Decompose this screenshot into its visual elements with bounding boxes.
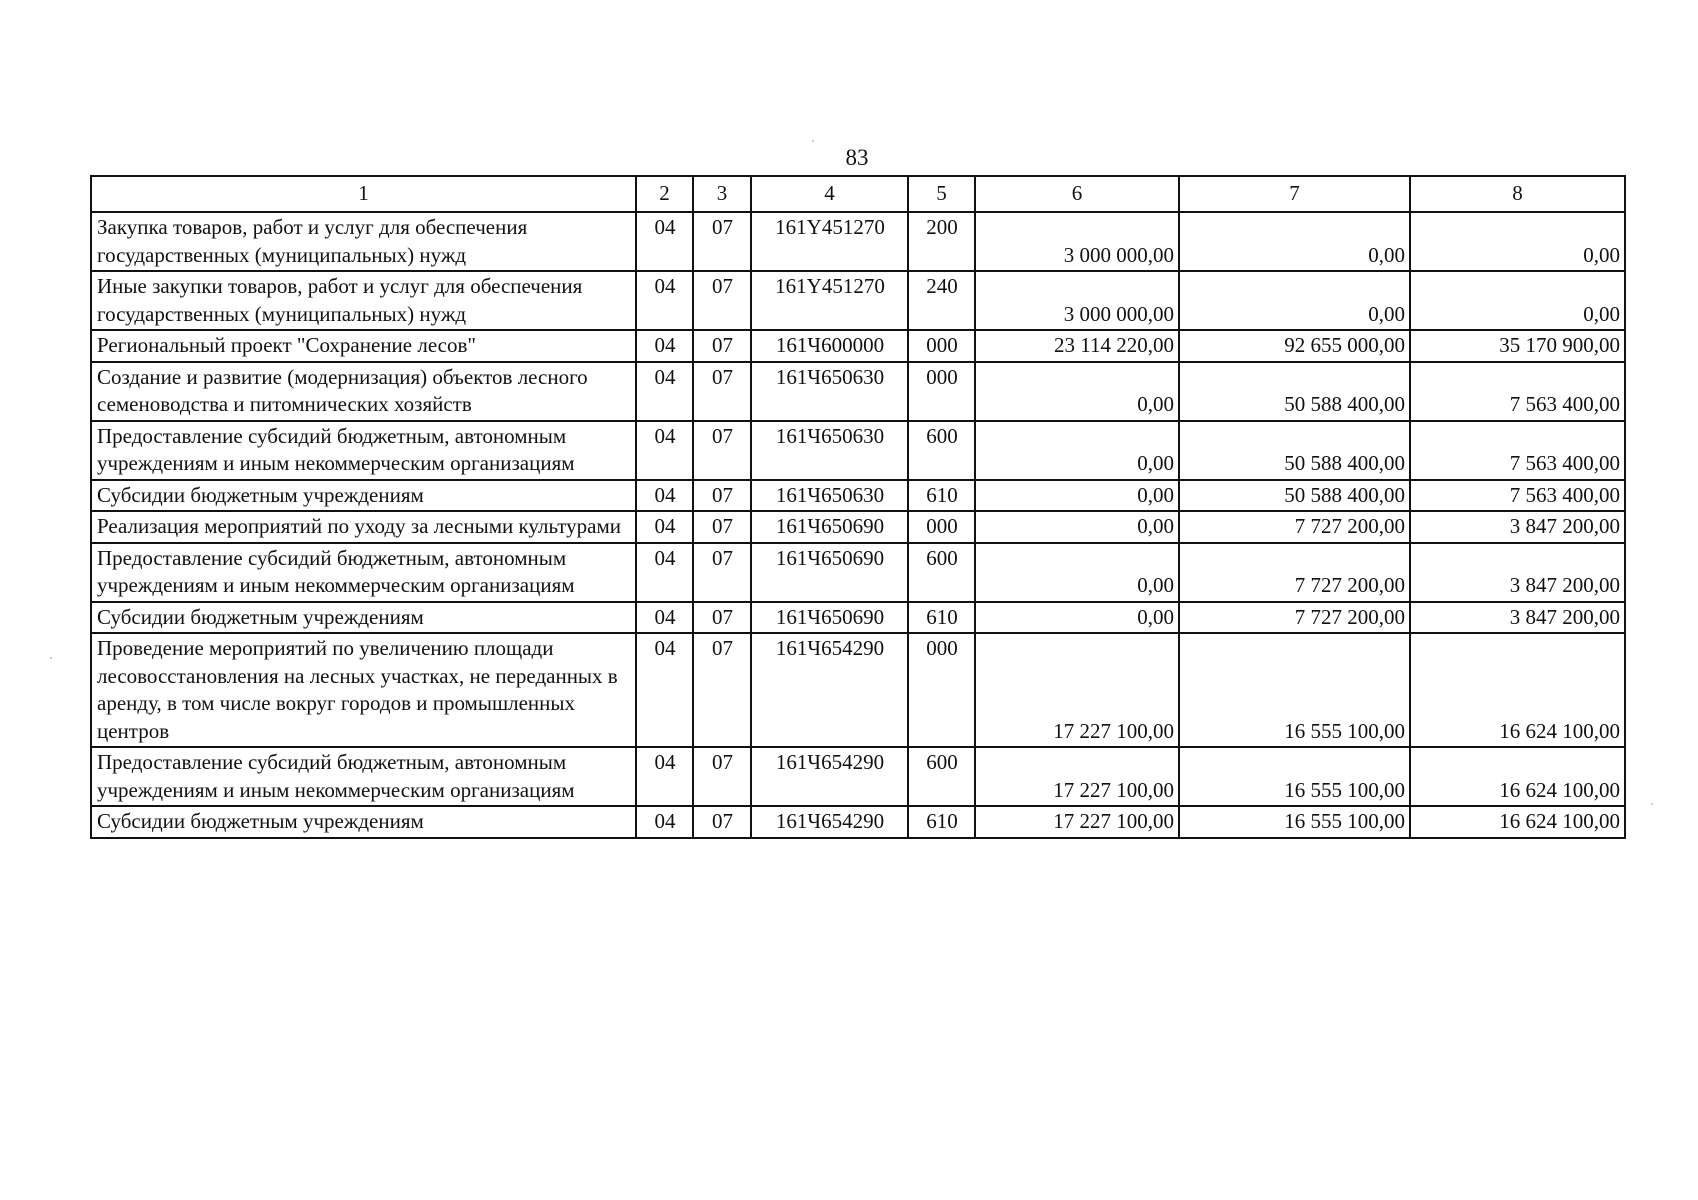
- subsection-code-cell: 07: [693, 747, 751, 806]
- amount-col6-cell: 23 114 220,00: [975, 330, 1179, 362]
- expense-type-cell: 600: [908, 421, 975, 480]
- amount-col6-cell: 0,00: [975, 511, 1179, 543]
- row-name-cell: Проведение мероприятий по увеличению площади лесовосстановления на лесных участках, не переданных в аренду, в том числе вокруг городов и промышленных центров: [91, 633, 636, 747]
- amount-col7-cell: 16 555 100,00: [1179, 747, 1410, 806]
- target-article-cell: 161Ч650630: [751, 480, 908, 512]
- table-row: [91, 271, 1625, 330]
- target-article-cell: 161Ч650630: [751, 362, 908, 421]
- section-code-cell: 04: [636, 633, 693, 747]
- amount-col8-cell: 0,00: [1410, 271, 1625, 330]
- expense-type-cell: 610: [908, 602, 975, 634]
- column-header: 7: [1179, 176, 1410, 212]
- target-article-cell: 161Ч654290: [751, 747, 908, 806]
- expense-type-cell: 600: [908, 543, 975, 602]
- table-row: [91, 362, 1625, 421]
- section-code-cell: 04: [636, 602, 693, 634]
- amount-col7-cell: 0,00: [1179, 271, 1410, 330]
- section-code-cell: 04: [636, 271, 693, 330]
- row-name-cell: Предоставление субсидий бюджетным, автономным учреждениям и иным некоммерческим организациям: [91, 747, 636, 806]
- target-article-cell: 161Y451270: [751, 212, 908, 271]
- amount-col6-cell: 0,00: [975, 421, 1179, 480]
- subsection-code-cell: 07: [693, 480, 751, 512]
- row-name-cell: Создание и развитие (модернизация) объектов лесного семеноводства и питомнических хозяйств: [91, 362, 636, 421]
- expense-type-cell: 000: [908, 362, 975, 421]
- expense-type-cell: 000: [908, 633, 975, 747]
- table-header-row: [91, 176, 1625, 212]
- amount-col7-cell: 50 588 400,00: [1179, 421, 1410, 480]
- row-name-cell: Предоставление субсидий бюджетным, автономным учреждениям и иным некоммерческим организациям: [91, 543, 636, 602]
- target-article-cell: 161Ч650630: [751, 421, 908, 480]
- amount-col8-cell: 3 847 200,00: [1410, 602, 1625, 634]
- table-row: [91, 602, 1625, 634]
- scan-artifact: [50, 657, 52, 659]
- column-header: 4: [751, 176, 908, 212]
- target-article-cell: 161Ч600000: [751, 330, 908, 362]
- subsection-code-cell: 07: [693, 212, 751, 271]
- amount-col7-cell: 50 588 400,00: [1179, 362, 1410, 421]
- amount-col8-cell: 7 563 400,00: [1410, 421, 1625, 480]
- table-row: [91, 421, 1625, 480]
- expense-type-cell: 000: [908, 511, 975, 543]
- section-code-cell: 04: [636, 480, 693, 512]
- amount-col8-cell: 7 563 400,00: [1410, 362, 1625, 421]
- table-row: [91, 806, 1625, 838]
- subsection-code-cell: 07: [693, 511, 751, 543]
- expense-type-cell: 600: [908, 747, 975, 806]
- column-header: 1: [91, 176, 636, 212]
- row-name-cell: Субсидии бюджетным учреждениям: [91, 480, 636, 512]
- amount-col6-cell: 17 227 100,00: [975, 633, 1179, 747]
- expense-type-cell: 610: [908, 806, 975, 838]
- amount-col8-cell: 7 563 400,00: [1410, 480, 1625, 512]
- row-name-cell: Предоставление субсидий бюджетным, автономным учреждениям и иным некоммерческим организациям: [91, 421, 636, 480]
- subsection-code-cell: 07: [693, 806, 751, 838]
- row-name-cell: Субсидии бюджетным учреждениям: [91, 602, 636, 634]
- section-code-cell: 04: [636, 421, 693, 480]
- target-article-cell: 161Y451270: [751, 271, 908, 330]
- row-name-cell: Субсидии бюджетным учреждениям: [91, 806, 636, 838]
- amount-col8-cell: 16 624 100,00: [1410, 633, 1625, 747]
- table-row: [91, 633, 1625, 747]
- amount-col8-cell: 3 847 200,00: [1410, 543, 1625, 602]
- table-row: [91, 747, 1625, 806]
- amount-col6-cell: 0,00: [975, 362, 1179, 421]
- amount-col8-cell: 16 624 100,00: [1410, 747, 1625, 806]
- amount-col7-cell: 92 655 000,00: [1179, 330, 1410, 362]
- column-header: 6: [975, 176, 1179, 212]
- amount-col7-cell: 7 727 200,00: [1179, 511, 1410, 543]
- target-article-cell: 161Ч650690: [751, 602, 908, 634]
- section-code-cell: 04: [636, 543, 693, 602]
- subsection-code-cell: 07: [693, 421, 751, 480]
- amount-col6-cell: 3 000 000,00: [975, 271, 1179, 330]
- row-name-cell: Региональный проект "Сохранение лесов": [91, 330, 636, 362]
- section-code-cell: 04: [636, 806, 693, 838]
- row-name-cell: Реализация мероприятий по уходу за лесными культурами: [91, 511, 636, 543]
- subsection-code-cell: 07: [693, 330, 751, 362]
- subsection-code-cell: 07: [693, 271, 751, 330]
- amount-col7-cell: 7 727 200,00: [1179, 543, 1410, 602]
- subsection-code-cell: 07: [693, 602, 751, 634]
- table-row: [91, 480, 1625, 512]
- amount-col6-cell: 0,00: [975, 602, 1179, 634]
- row-name-cell: Иные закупки товаров, работ и услуг для обеспечения государственных (муниципальных) нужд: [91, 271, 636, 330]
- section-code-cell: 04: [636, 330, 693, 362]
- amount-col8-cell: 3 847 200,00: [1410, 511, 1625, 543]
- amount-col7-cell: 16 555 100,00: [1179, 806, 1410, 838]
- amount-col7-cell: 16 555 100,00: [1179, 633, 1410, 747]
- column-header: 8: [1410, 176, 1625, 212]
- subsection-code-cell: 07: [693, 633, 751, 747]
- section-code-cell: 04: [636, 362, 693, 421]
- amount-col8-cell: 35 170 900,00: [1410, 330, 1625, 362]
- expense-type-cell: 610: [908, 480, 975, 512]
- table-row: [91, 330, 1625, 362]
- section-code-cell: 04: [636, 511, 693, 543]
- amount-col7-cell: 50 588 400,00: [1179, 480, 1410, 512]
- table-row: [91, 212, 1625, 271]
- amount-col6-cell: 17 227 100,00: [975, 747, 1179, 806]
- expense-type-cell: 240: [908, 271, 975, 330]
- amount-col6-cell: 0,00: [975, 480, 1179, 512]
- amount-col8-cell: 0,00: [1410, 212, 1625, 271]
- subsection-code-cell: 07: [693, 543, 751, 602]
- page-number: 83: [845, 145, 869, 170]
- row-name-cell: Закупка товаров, работ и услуг для обеспечения государственных (муниципальных) нужд: [91, 212, 636, 271]
- amount-col7-cell: 0,00: [1179, 212, 1410, 271]
- target-article-cell: 161Ч654290: [751, 633, 908, 747]
- column-header: 2: [636, 176, 693, 212]
- target-article-cell: 161Ч650690: [751, 543, 908, 602]
- amount-col6-cell: 0,00: [975, 543, 1179, 602]
- amount-col8-cell: 16 624 100,00: [1410, 806, 1625, 838]
- expense-type-cell: 000: [908, 330, 975, 362]
- target-article-cell: 161Ч650690: [751, 511, 908, 543]
- column-header: 5: [908, 176, 975, 212]
- subsection-code-cell: 07: [693, 362, 751, 421]
- section-code-cell: 04: [636, 212, 693, 271]
- amount-col6-cell: 17 227 100,00: [975, 806, 1179, 838]
- column-header: 3: [693, 176, 751, 212]
- table-row: [91, 511, 1625, 543]
- amount-col6-cell: 3 000 000,00: [975, 212, 1179, 271]
- scan-artifact: [812, 140, 814, 142]
- scan-artifact: [1651, 803, 1653, 805]
- expense-type-cell: 200: [908, 212, 975, 271]
- section-code-cell: 04: [636, 747, 693, 806]
- table-row: [91, 543, 1625, 602]
- amount-col7-cell: 7 727 200,00: [1179, 602, 1410, 634]
- target-article-cell: 161Ч654290: [751, 806, 908, 838]
- budget-table: [90, 175, 1626, 839]
